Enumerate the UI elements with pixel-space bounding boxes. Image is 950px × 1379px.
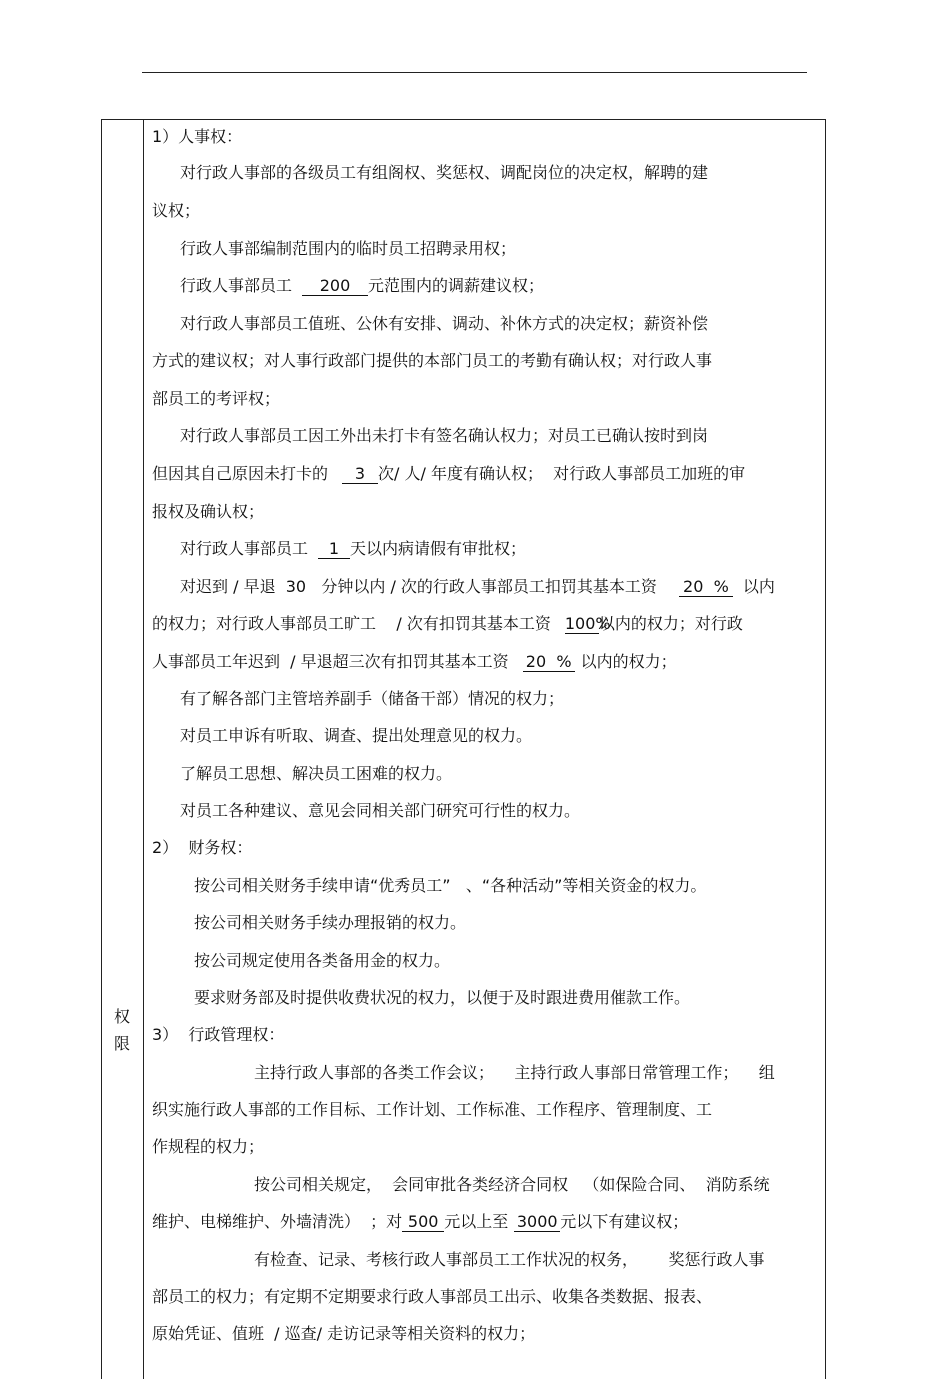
hr-para-8: 有了解各部门主管培养副手（储备干部）情况的权力； xyxy=(180,689,565,708)
finance-para-2: 按公司相关财务手续办理报销的权力。 xyxy=(194,913,467,932)
finance-para-4: 要求财务部及时提供收费状况的权力，以便于及时跟进费用催款工作。 xyxy=(194,988,691,1007)
hr-para-1b: 议权； xyxy=(152,201,201,220)
section-label-cell xyxy=(101,1003,143,1057)
hr-para-3 xyxy=(180,276,544,298)
hr-para-5c: 报权及确认权； xyxy=(152,502,265,521)
header-rule xyxy=(142,72,807,73)
text: 元以下有建议权； xyxy=(560,1212,689,1231)
salary-range-value: 200 xyxy=(302,277,368,296)
text: 以内的权力；对行政 xyxy=(598,614,743,633)
admin-para-1a: 主持行政人事部的各类工作会议； 主持行政人事部日常管理工作； 组 xyxy=(254,1063,775,1082)
hr-para-10: 了解员工思想、解决员工困难的权力。 xyxy=(180,764,453,783)
text: 以内的权力； xyxy=(580,652,677,671)
admin-para-3c: 原始凭证、值班 / 巡查/ 走访记录等相关资料的权力； xyxy=(152,1324,536,1343)
table-column-divider xyxy=(143,119,144,1379)
admin-para-1b: 织实施行政人事部的工作目标、工作计划、工作标准、工作程序、管理制度、工 xyxy=(152,1100,713,1119)
text: 对迟到 / 早退 30 分钟以内 / 次的行政人事部员工扣罚其基本工资 xyxy=(180,577,657,596)
text: 以内 xyxy=(742,577,775,596)
text: 但因其自己原因未打卡的 xyxy=(152,464,329,483)
admin-para-3a: 有检查、记录、考核行政人事部员工工作状况的权务， 奖惩行政人事 xyxy=(254,1250,765,1269)
missed-clock-count: 3 xyxy=(342,465,378,484)
text: 次/ 人/ 年度有确认权； 对行政人事部员工加班的审 xyxy=(378,464,746,483)
hr-para-6 xyxy=(180,539,526,561)
sick-leave-days: 1 xyxy=(318,540,350,559)
yearly-late-deduction-rate: 20 % xyxy=(523,653,575,672)
hr-para-11: 对员工各种建议、意见会同相关部门研究可行性的权力。 xyxy=(180,801,581,820)
text: 行政人事部员工 xyxy=(180,276,293,295)
finance-para-3: 按公司规定使用各类备用金的权力。 xyxy=(194,951,451,970)
finance-heading: 2） 财务权： xyxy=(152,838,253,857)
late-deduction-rate: 20 % xyxy=(679,578,733,597)
hr-para-9: 对员工申诉有听取、调查、提出处理意见的权力。 xyxy=(180,726,533,745)
section-label-char: 权 xyxy=(113,1007,130,1026)
hr-para-7b xyxy=(152,614,743,636)
contract-min-amount: 500 xyxy=(402,1213,444,1232)
text: 元范围内的调薪建议权； xyxy=(368,276,545,295)
text: 的权力；对行政人事部员工旷工 / 次有扣罚其基本工资 xyxy=(152,614,551,633)
admin-heading: 3） 行政管理权： xyxy=(152,1025,285,1044)
section-label-char: 限 xyxy=(113,1034,130,1053)
hr-para-4a: 对行政人事部员工值班、公休有安排、调动、补休方式的决定权；薪资补偿 xyxy=(180,314,709,333)
hr-para-2: 行政人事部编制范围内的临时员工招聘录用权； xyxy=(180,239,517,258)
hr-para-5a: 对行政人事部员工因工外出未打卡有签名确认权力；对员工已确认按时到岗 xyxy=(180,426,709,445)
admin-para-2a: 按公司相关规定， 会同审批各类经济合同权 （如保险合同、 消防系统 xyxy=(254,1175,770,1194)
hr-para-5b xyxy=(152,464,745,486)
text: 人事部员工年迟到 / 早退超三次有扣罚其基本工资 xyxy=(152,652,509,671)
text: 维护、电梯维护、外墙清洗） ；对 xyxy=(152,1212,403,1231)
hr-heading: 1）人事权： xyxy=(152,127,243,146)
hr-para-1a: 对行政人事部的各级员工有组阁权、奖惩权、调配岗位的决定权，解聘的建 xyxy=(180,163,709,182)
hr-para-7a xyxy=(180,577,775,599)
absence-deduction-rate: 100% xyxy=(564,614,611,633)
hr-para-4b: 方式的建议权；对人事行政部门提供的本部门员工的考勤有确认权；对行政人事 xyxy=(152,351,713,370)
hr-para-4c: 部员工的考评权； xyxy=(152,389,281,408)
text: 对行政人事部员工 xyxy=(180,539,309,558)
hr-para-7c xyxy=(152,652,677,674)
admin-para-3b: 部员工的权力；有定期不定期要求行政人事部员工出示、收集各类数据、报表、 xyxy=(152,1287,713,1306)
text: 天以内病请假有审批权； xyxy=(350,539,527,558)
text: 元以上至 xyxy=(444,1212,509,1231)
admin-para-1c: 作规程的权力； xyxy=(152,1137,265,1156)
finance-para-1: 按公司相关财务手续申请“优秀员工” 、“各种活动”等相关资金的权力。 xyxy=(194,876,707,895)
admin-para-2b xyxy=(152,1212,688,1234)
contract-max-amount: 3000 xyxy=(514,1213,560,1232)
